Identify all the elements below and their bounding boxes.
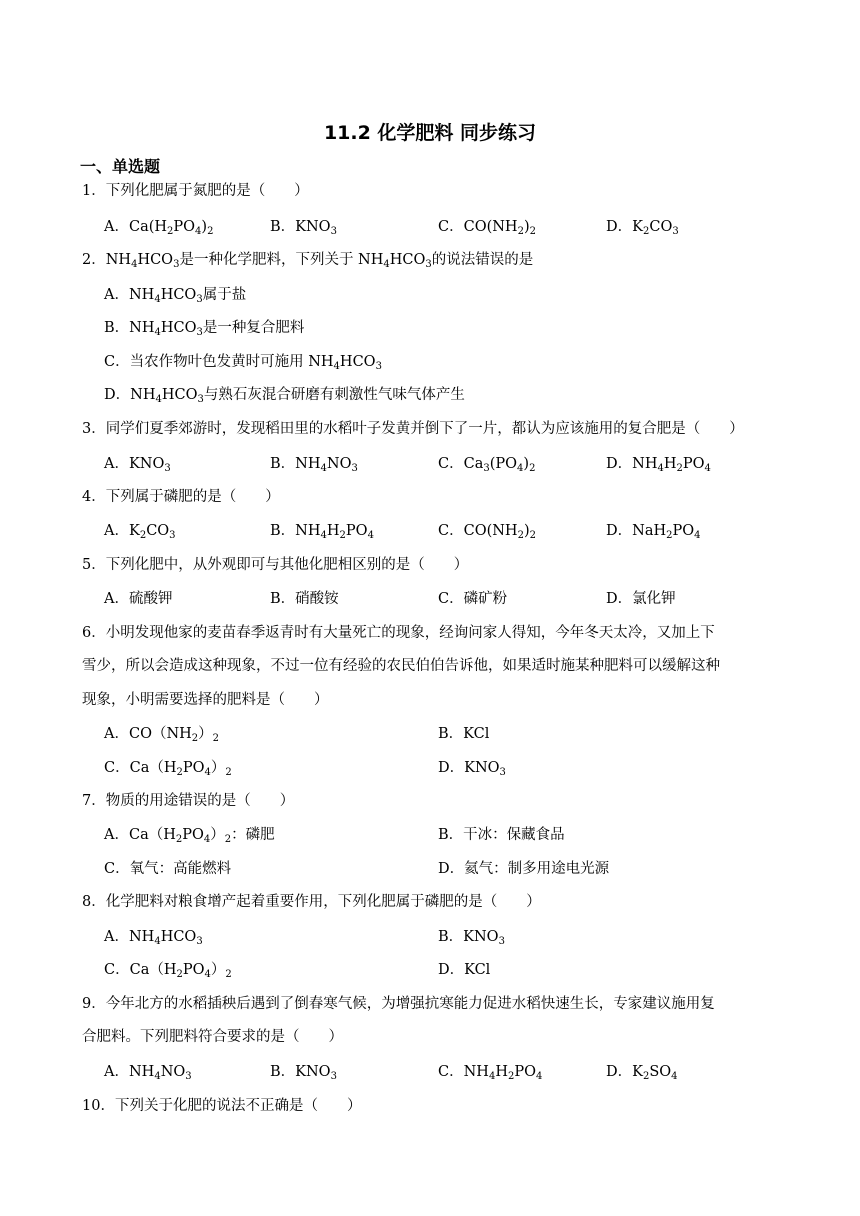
question-1-option-d[interactable]: D．$K_2CO_3$ <box>606 219 679 237</box>
question-4-option-d[interactable]: D．$NaH_2PO_4$ <box>606 523 701 541</box>
question-9-option-b[interactable]: B．$KNO_3$ <box>270 1064 337 1082</box>
question-4-option-a[interactable]: A．$K_2CO_3$ <box>104 523 176 541</box>
question-4-option-c[interactable]: C．$CO(NH_2)_2$ <box>438 523 536 541</box>
page-title: 11.2 化学肥料 同步练习 <box>323 122 537 144</box>
question-6-option-d[interactable]: D．$KNO_3$ <box>438 760 506 778</box>
question-1-option-b[interactable]: B．$KNO_3$ <box>270 219 337 237</box>
question-5-stem: 5．下列化肥中，从外观即可与其他化肥相区别的是（ ） <box>82 557 469 573</box>
question-3-option-c[interactable]: C．$Ca_3(PO_4)_2$ <box>438 456 536 474</box>
question-3-option-b[interactable]: B．$NH_4NO_3$ <box>270 456 358 474</box>
question-7-stem: 7．物质的用途错误的是（ ） <box>82 793 295 809</box>
question-3-option-a[interactable]: A．$KNO_3$ <box>104 456 171 474</box>
question-4-option-b[interactable]: B．$NH_4H_2PO_4$ <box>270 523 374 541</box>
question-2-stem: 2．$NH_4HCO_3$是一种化学肥料，下列关于 $NH_4HCO_3$的说法错误的是 <box>82 252 534 270</box>
question-7-option-c[interactable]: C．氧气：高能燃料 <box>104 861 232 877</box>
question-6-stem-line-2: 雪少，所以会造成这种现象，不过一位有经验的农民伯伯告诉他，如果适时施某种肥料可以缓解这种 <box>82 658 720 674</box>
question-5-option-c[interactable]: C．磷矿粉 <box>438 591 508 607</box>
question-6-stem-line-3: 现象，小明需要选择的肥料是（ ） <box>82 692 329 708</box>
question-2-option-d[interactable]: D．$NH_4HCO_3$与熟石灰混合研磨有刺激性气味气体产生 <box>104 387 465 405</box>
question-3-option-d[interactable]: D．$NH_4H_2PO_4$ <box>606 456 711 474</box>
question-2-option-b[interactable]: B．$NH_4HCO_3$是一种复合肥料 <box>104 320 305 338</box>
question-7-option-d[interactable]: D．氦气：制多用途电光源 <box>438 861 610 877</box>
question-9-stem-line-1: 9．今年北方的水稻插秧后遇到了倒春寒气候，为增强抗寒能力促进水稻快速生长，专家建议施用复 <box>82 996 715 1012</box>
question-8-option-a[interactable]: A．$NH_4HCO_3$ <box>104 929 203 947</box>
question-5-option-d[interactable]: D．氯化钾 <box>606 591 676 607</box>
question-6-option-a[interactable]: A．$CO(NH_2)_2$ <box>104 726 220 744</box>
question-8-stem: 8．化学肥料对粮食增产起着重要作用，下列化肥属于磷肥的是（ ） <box>82 894 541 910</box>
question-5-option-b[interactable]: B．硝酸铵 <box>270 591 339 607</box>
question-1-stem: 1．下列化肥属于氮肥的是（ ） <box>82 183 309 199</box>
question-5-option-a[interactable]: A．硫酸钾 <box>104 591 173 607</box>
question-3-stem: 3．同学们夏季郊游时，发现稻田里的水稻叶子发黄并倒下了一片，都认为应该施用的复合肥是（ ） <box>82 421 744 437</box>
question-10-stem: 10．下列关于化肥的说法不正确是（ ） <box>82 1098 362 1114</box>
question-8-option-c[interactable]: C．$Ca(H_2PO_4)_2$ <box>104 962 232 980</box>
question-4-stem: 4．下列属于磷肥的是（ ） <box>82 489 280 505</box>
question-6-stem-line-1: 6．小明发现他家的麦苗春季返青时有大量死亡的现象，经询问家人得知，今年冬天太冷，又加上下 <box>82 625 715 641</box>
question-1-option-a[interactable]: A．$Ca(H_2PO_4)_2$ <box>104 219 214 237</box>
question-6-option-b[interactable]: B．KCl <box>438 726 490 742</box>
question-2-option-c[interactable]: C．当农作物叶色发黄时可施用 $NH_4HCO_3$ <box>104 354 382 372</box>
question-9-stem-line-2: 合肥料。下列肥料符合要求的是（ ） <box>82 1029 343 1045</box>
question-7-option-b[interactable]: B．干冰：保藏食品 <box>438 827 565 843</box>
question-7-option-a[interactable]: A．$Ca(H_2PO_4)_2$：磷肥 <box>104 827 275 845</box>
question-9-option-d[interactable]: D．$K_2SO_4$ <box>606 1064 678 1082</box>
question-9-option-a[interactable]: A．$NH_4NO_3$ <box>104 1064 192 1082</box>
question-2-option-a[interactable]: A．$NH_4HCO_3$属于盐 <box>104 287 247 305</box>
question-1-option-c[interactable]: C．$CO(NH_2)_2$ <box>438 219 536 237</box>
question-9-option-c[interactable]: C．$NH_4H_2PO_4$ <box>438 1064 543 1082</box>
section-heading: 一、单选题 <box>80 157 161 176</box>
question-8-option-d[interactable]: D．KCl <box>438 962 491 978</box>
question-6-option-c[interactable]: C．$Ca(H_2PO_4)_2$ <box>104 760 232 778</box>
question-8-option-b[interactable]: B．$KNO_3$ <box>438 929 505 947</box>
